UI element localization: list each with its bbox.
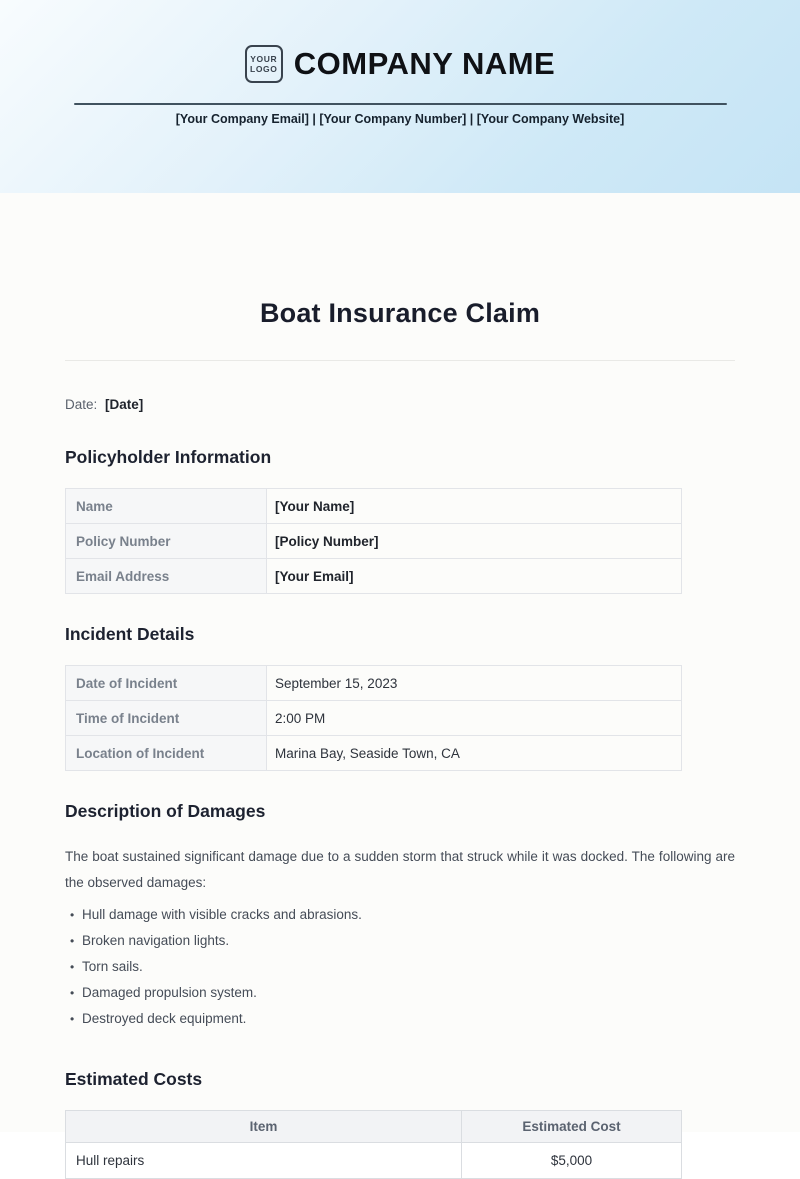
row-value: 2:00 PM	[267, 701, 682, 736]
row-label: Policy Number	[66, 524, 267, 559]
row-label: Date of Incident	[66, 666, 267, 701]
list-item: • Damaged propulsion system.	[65, 980, 735, 1006]
costs-table	[65, 1110, 682, 1179]
incident-table	[65, 665, 682, 771]
section-policyholder	[65, 447, 735, 594]
table-row	[66, 1143, 682, 1179]
row-label: Name	[66, 489, 267, 524]
table-row	[66, 489, 682, 524]
table-row	[66, 524, 682, 559]
row-value: [Your Name]	[267, 489, 682, 524]
date-label: Date:	[65, 397, 98, 412]
date-line	[65, 397, 735, 412]
row-value: September 15, 2023	[267, 666, 682, 701]
table-row	[66, 701, 682, 736]
column-header-item: Item	[66, 1111, 462, 1143]
row-value: [Your Email]	[267, 559, 682, 594]
company-logo	[245, 45, 283, 83]
section-damages	[65, 801, 735, 1032]
costs-heading: Estimated Costs	[65, 1069, 203, 1089]
logo-text-line2: LOGO	[250, 64, 278, 74]
column-header-cost: Estimated Cost	[461, 1111, 681, 1143]
table-row	[66, 736, 682, 771]
cost-item: Hull repairs	[66, 1143, 462, 1179]
incident-heading: Incident Details	[65, 624, 195, 644]
list-item: • Destroyed deck equipment.	[65, 1006, 735, 1032]
list-item: • Broken navigation lights.	[65, 928, 735, 954]
row-label: Email Address	[66, 559, 267, 594]
row-value: [Policy Number]	[267, 524, 682, 559]
damages-heading: Description of Damages	[65, 801, 266, 821]
list-item: • Hull damage with visible cracks and abrasions.	[65, 902, 735, 928]
policyholder-heading: Policyholder Information	[65, 447, 272, 467]
table-row	[66, 666, 682, 701]
company-name: COMPANY NAME	[293, 46, 556, 81]
cost-value: $5,000	[461, 1143, 681, 1179]
damages-paragraph: The boat sustained significant damage due to a sudden storm that struck while it was docked. The following are the observed damages:	[65, 849, 735, 890]
company-contact-line: [Your Company Email] | [Your Company Number] | [Your Company Website]	[175, 112, 625, 126]
brand-row	[0, 0, 800, 83]
logo-text-line1: YOUR	[250, 53, 278, 64]
policyholder-table	[65, 488, 682, 594]
table-row	[66, 559, 682, 594]
section-costs	[65, 1069, 735, 1179]
row-label: Time of Incident	[66, 701, 267, 736]
document-body	[0, 193, 800, 1179]
row-value: Marina Bay, Seaside Town, CA	[267, 736, 682, 771]
page-title: Boat Insurance Claim	[259, 298, 541, 328]
title-divider	[65, 360, 735, 361]
section-incident	[65, 624, 735, 771]
costs-header-row	[66, 1111, 682, 1143]
row-label: Location of Incident	[66, 736, 267, 771]
date-value: [Date]	[105, 397, 144, 412]
header-divider	[74, 103, 727, 105]
damages-list	[65, 902, 735, 1032]
letterhead	[0, 0, 800, 193]
list-item: • Torn sails.	[65, 954, 735, 980]
